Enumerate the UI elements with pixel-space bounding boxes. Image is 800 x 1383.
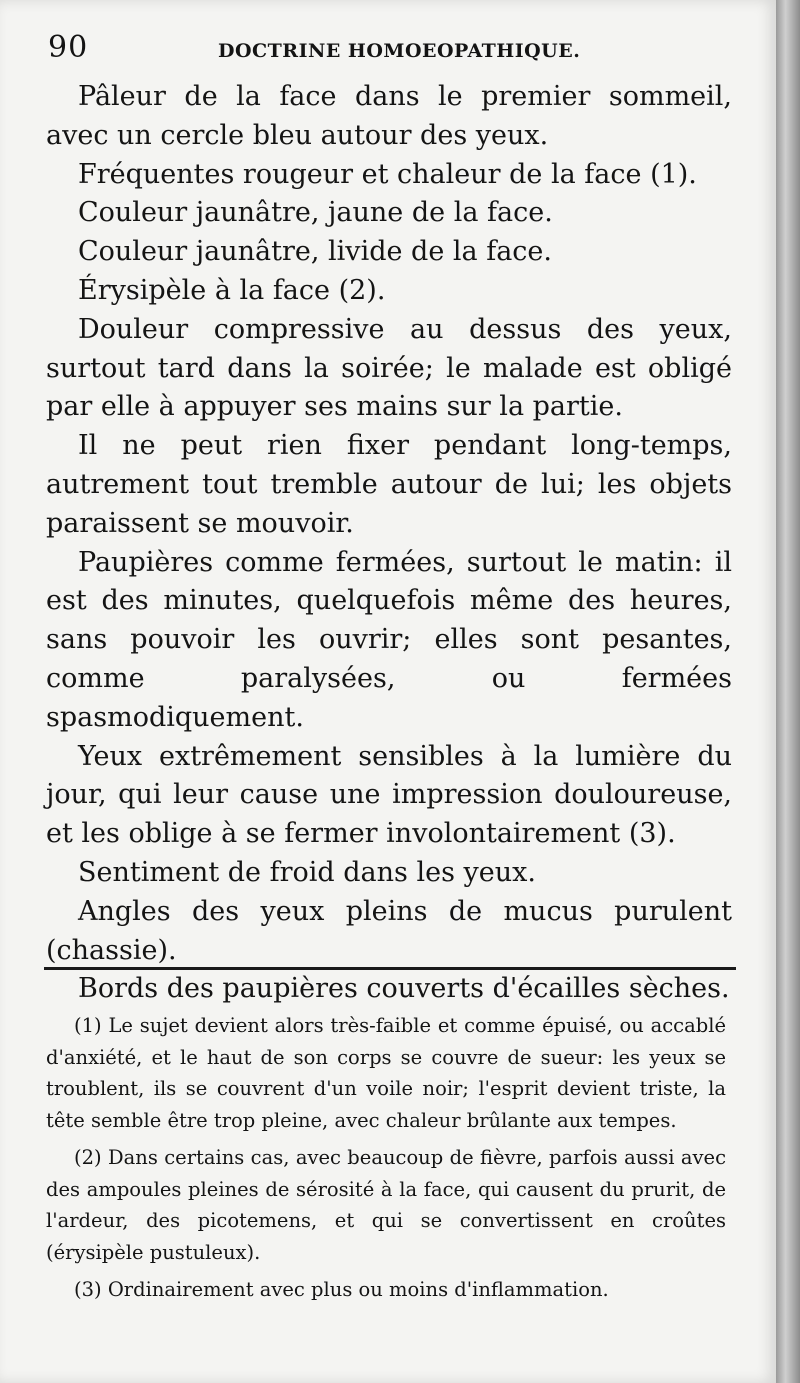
paragraph: Sentiment de froid dans les yeux.: [78, 856, 536, 888]
paragraph: Couleur jaunâtre, jaune de la face.: [78, 197, 553, 229]
page-number: 90: [48, 30, 89, 65]
paragraph: Pâleur de la face dans le premier sommeil, avec un cercle bleu autour des yeux.: [46, 81, 732, 151]
page-edge-shadow: [776, 0, 800, 1383]
footnote-divider: [44, 967, 736, 970]
footnotes: [46, 1010, 726, 1312]
body-text: [46, 78, 732, 1009]
paragraph: Érysipèle à la face (2).: [78, 274, 386, 306]
paragraph: Bords des paupières couverts d'écailles sèches.: [78, 973, 730, 1005]
paragraph: Fréquentes rougeur et chaleur de la face (1).: [78, 158, 697, 190]
paragraph: Il ne peut rien fixer pendant long-temps, autrement tout tremble autour de lui; les objets paraissent se mouvoir.: [46, 430, 732, 539]
page-header: [48, 30, 738, 70]
paragraph: Douleur compressive au dessus des yeux, surtout tard dans la soirée; le malade est obligé par elle à appuyer ses mains sur la partie.: [46, 313, 732, 423]
footnote: (3) Ordinairement avec plus ou moins d'inflammation.: [74, 1278, 609, 1301]
paragraph: Angles des yeux pleins de mucus purulent (chassie).: [46, 895, 732, 966]
paragraph: Couleur jaunâtre, livide de la face.: [78, 236, 552, 268]
footnote: (1) Le sujet devient alors très-faible et comme épuisé, ou accablé d'anxiété, et le haut de son corps se couvre de sueur: les yeux se troublent, ils se couvrent d'un voile noir; l'esprit devient triste, la tête semble être trop pleine, avec chaleur brûlante aux tempes.: [46, 1014, 726, 1132]
paragraph: Paupières comme fermées, surtout le matin: il est des minutes, quelquefois même des heures, sans pouvoir les ouvrir; elles sont pesantes, comme paralysées, ou fermées spasmodiquement.: [46, 546, 732, 733]
paragraph: Yeux extrêmement sensibles à la lumière du jour, qui leur cause une impression douloureuse, et les oblige à se fermer involontairement (3).: [46, 740, 732, 850]
footnote: (2) Dans certains cas, avec beaucoup de fièvre, parfois aussi avec des ampoules pleines de sérosité à la face, qui causent du prurit, de l'ardeur, des picotemens, et qui se convertissent en croûtes (érysipèle pustuleux).: [46, 1146, 726, 1264]
running-title: DOCTRINE HOMOEOPATHIQUE.: [218, 40, 581, 62]
